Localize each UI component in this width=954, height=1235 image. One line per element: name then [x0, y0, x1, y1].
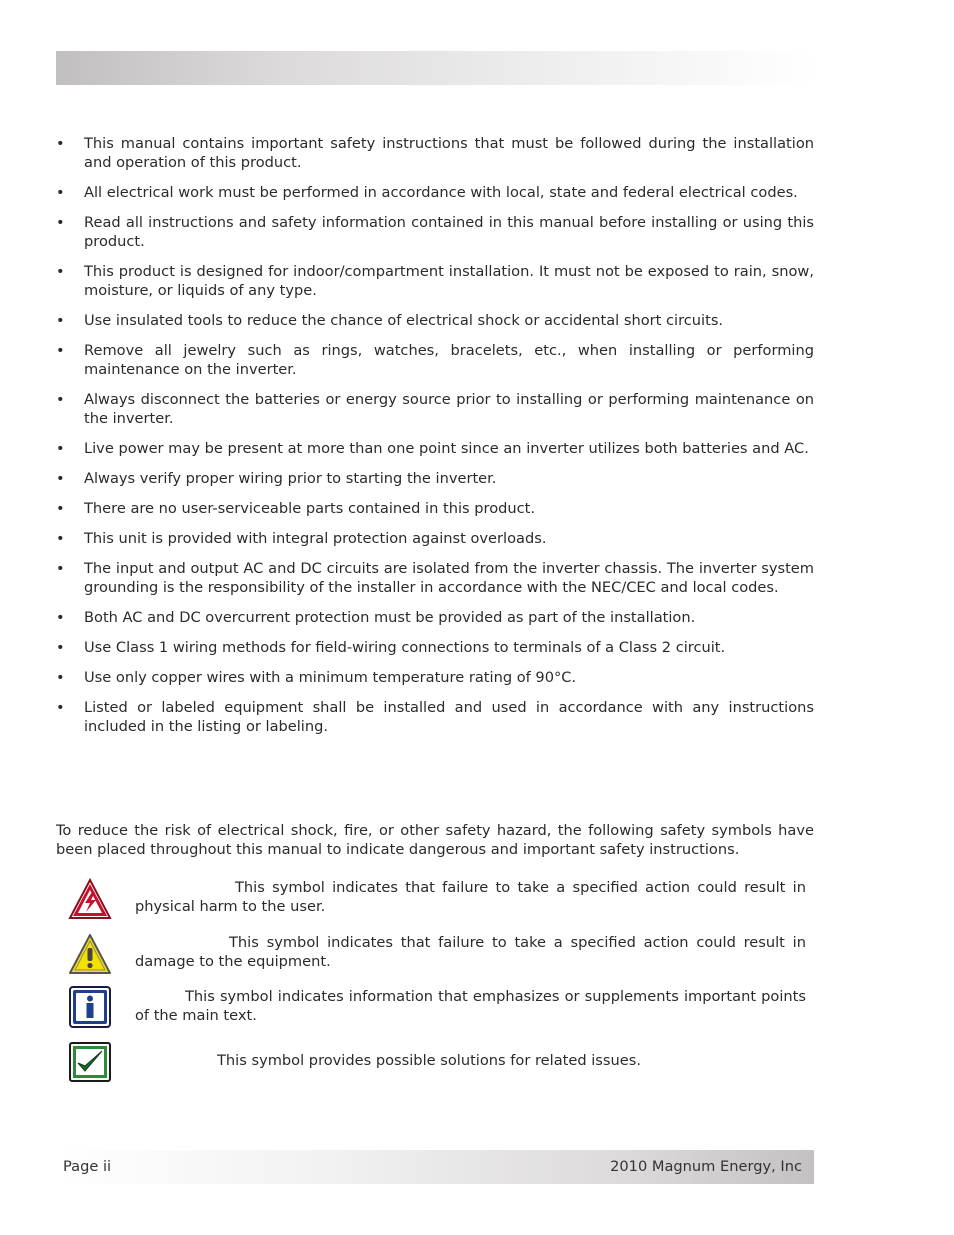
- bullet: •: [56, 391, 65, 408]
- list-item: [56, 469, 814, 488]
- symbol-row-caution: [56, 933, 814, 983]
- list-item: [56, 183, 814, 202]
- bullet: •: [56, 560, 65, 577]
- bullet: •: [56, 470, 65, 487]
- bullet: •: [56, 312, 65, 329]
- copyright-notice: 2010 Magnum Energy, Inc: [610, 1158, 802, 1175]
- bullet: •: [56, 440, 65, 457]
- bullet: •: [56, 699, 65, 716]
- list-item: [56, 529, 814, 548]
- electrical-hazard-warning-icon: [68, 878, 112, 922]
- list-item: [56, 311, 814, 330]
- list-item: [56, 341, 814, 379]
- header-bar: [56, 51, 816, 85]
- symbol-row-tip: [56, 1041, 814, 1091]
- list-item-text: This unit is provided with integral protection against overloads.: [84, 530, 547, 547]
- list-item-text: Both AC and DC overcurrent protection must be provided as part of the installation.: [84, 609, 696, 626]
- list-item-text: Live power may be present at more than one point since an inverter utilizes both batteries and AC.: [84, 440, 809, 457]
- bullet: •: [56, 639, 65, 656]
- list-item-text: Use insulated tools to reduce the chance of electrical shock or accidental short circuits.: [84, 312, 724, 329]
- list-item-text: The input and output AC and DC circuits are isolated from the inverter chassis. The inverter system grounding is the responsibility of the installer in accordance with the NEC/CEC and local codes.: [84, 560, 814, 596]
- footer-bar: [56, 1150, 814, 1184]
- list-item: [56, 134, 814, 172]
- info-symbol-description: This symbol indicates information that emphasizes or supplements important points of the main text.: [135, 988, 806, 1024]
- list-item: [56, 668, 814, 687]
- checkmark-icon: [68, 1041, 112, 1085]
- list-item: [56, 213, 814, 251]
- list-item-text: Use only copper wires with a minimum temperature rating of 90°C.: [84, 669, 577, 686]
- list-item: [56, 439, 814, 458]
- list-item: [56, 608, 814, 627]
- symbol-row-warning: [56, 878, 814, 928]
- symbol-row-info: [56, 987, 814, 1037]
- safety-instructions-list: [56, 134, 814, 747]
- list-item-text: Always verify proper wiring prior to starting the inverter.: [84, 470, 497, 487]
- page-number: Page ii: [63, 1158, 112, 1175]
- list-item-text: Always disconnect the batteries or energy source prior to installing or performing maintenance on the inverter.: [84, 391, 814, 427]
- list-item: [56, 638, 814, 657]
- list-item-text: Read all instructions and safety information contained in this manual before installing or using this product.: [84, 214, 814, 250]
- list-item-text: Listed or labeled equipment shall be installed and used in accordance with any instructions included in the listing or labeling.: [84, 699, 814, 735]
- bullet: •: [56, 609, 65, 626]
- list-item: [56, 698, 814, 736]
- list-item: [56, 499, 814, 518]
- list-item-text: There are no user-serviceable parts contained in this product.: [84, 500, 536, 517]
- bullet: •: [56, 214, 65, 231]
- bullet: •: [56, 669, 65, 686]
- bullet: •: [56, 342, 65, 359]
- list-item-text: Remove all jewelry such as rings, watches, bracelets, etc., when installing or performing maintenance on the inverter.: [84, 342, 814, 378]
- list-item: [56, 390, 814, 428]
- bullet: •: [56, 135, 65, 152]
- bullet: •: [56, 530, 65, 547]
- tip-symbol-description: This symbol provides possible solutions for related issues.: [217, 1052, 641, 1069]
- caution-exclamation-icon: [68, 933, 112, 977]
- bullet: •: [56, 500, 65, 517]
- list-item-text: This manual contains important safety instructions that must be followed during the installation and operation of this product.: [84, 135, 814, 171]
- list-item-text: This product is designed for indoor/compartment installation. It must not be exposed to rain, snow, moisture, or liquids of any type.: [84, 263, 814, 299]
- list-item: [56, 262, 814, 300]
- list-item-text: All electrical work must be performed in accordance with local, state and federal electrical codes.: [84, 184, 798, 201]
- bullet: •: [56, 263, 65, 280]
- list-item-text: Use Class 1 wiring methods for field-wiring connections to terminals of a Class 2 circuit.: [84, 639, 726, 656]
- info-icon: [68, 985, 112, 1029]
- caution-symbol-description: This symbol indicates that failure to take a specified action could result in damage to the equipment.: [135, 934, 806, 970]
- list-item: [56, 559, 814, 597]
- warning-symbol-description: This symbol indicates that failure to take a specified action could result in physical harm to the user.: [135, 879, 806, 915]
- safety-symbols-intro: To reduce the risk of electrical shock, fire, or other safety hazard, the following safety symbols have been placed throughout this manual to indicate dangerous and important safety instructions.: [56, 822, 814, 858]
- bullet: •: [56, 184, 65, 201]
